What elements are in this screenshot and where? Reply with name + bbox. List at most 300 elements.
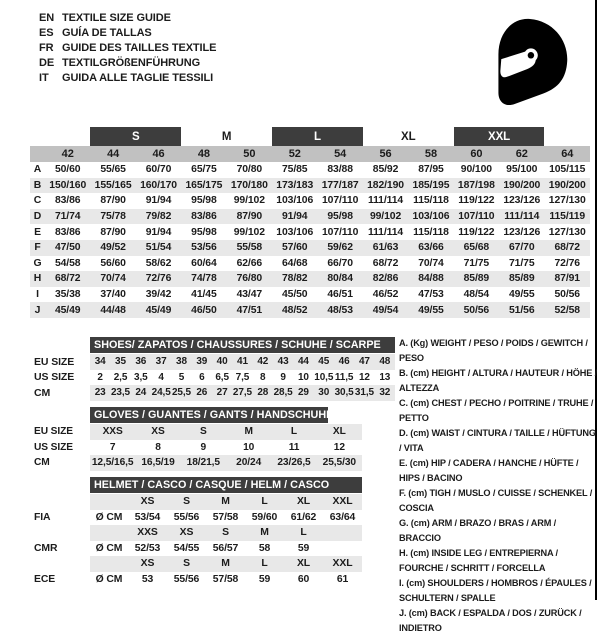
- size-cell: 111/114: [367, 226, 404, 238]
- helmet-size-cell: 57/58: [212, 573, 239, 585]
- size-cell: 59/62: [317, 240, 362, 256]
- helmet-size-header: XS: [128, 494, 167, 510]
- size-cell: 127/130: [548, 226, 586, 238]
- size-cell: 177/187: [317, 178, 362, 194]
- size-cell: 58/62: [145, 257, 172, 269]
- standard-label-ece: ECE: [30, 572, 90, 588]
- size-cell: 103/106: [276, 226, 314, 238]
- row-us-size: [30, 370, 395, 386]
- legend-item: I. (cm) SHOULDERS / HOMBROS / ÉPAULES / SCHULTERN / SPALLE: [399, 578, 592, 603]
- size-cell: 10: [297, 371, 309, 383]
- measurement-row-D: [30, 209, 590, 225]
- size-band-xl: XL: [401, 130, 416, 143]
- unit-label: Ø CM: [95, 542, 123, 554]
- row-label: CM: [30, 385, 90, 401]
- helmet-size-cell: 59: [258, 573, 271, 585]
- size-cell: 29: [293, 385, 313, 401]
- size-cell: 50/56: [454, 302, 499, 318]
- shoes-title: SHOES/ ZAPATOS / CHAUSSURES / SCHUHE / SCARPE: [90, 337, 395, 353]
- legend-item: G. (cm) ARM / BRAZO / BRAS / ARM / BRACCIO: [399, 518, 557, 543]
- helmet-size-header: L: [284, 525, 323, 541]
- size-cell: 10,5: [314, 371, 334, 383]
- size-cell: 87/90: [100, 195, 126, 207]
- size-cell: 52/58: [544, 302, 590, 318]
- row-label-C: C: [33, 195, 42, 207]
- helmet-size-cell: 59: [297, 542, 310, 554]
- size-cell: L: [271, 424, 316, 440]
- row-label: US SIZE: [30, 440, 90, 456]
- size-cell: 42: [253, 354, 273, 370]
- language-row: [39, 25, 216, 40]
- size-cell: XXS: [90, 424, 135, 440]
- guide-title: GUIDE DES TAILLES TEXTILE: [62, 41, 217, 54]
- size-cell: 46/52: [372, 289, 399, 301]
- language-row: [39, 56, 216, 71]
- size-cell: 12,5/16,5: [90, 455, 135, 471]
- size-cell: 26: [192, 385, 212, 401]
- size-cell: 7,5: [235, 371, 250, 383]
- size-cell: 119/122: [458, 226, 495, 238]
- size-cell: XS: [135, 424, 180, 440]
- size-cell: 47/53: [418, 289, 444, 301]
- size-cell: 25,5/30: [317, 455, 362, 471]
- legend-item: B. (cm) HEIGHT / ALTURA / HAUTEUR / HÖHE / ALTEZZA: [399, 368, 598, 393]
- helmet-size-header: L: [245, 556, 284, 572]
- size-cell: 66/70: [327, 257, 353, 269]
- column-header-60: 60: [454, 146, 499, 162]
- size-band-empty: [45, 127, 90, 146]
- size-cell: 50/60: [54, 164, 81, 176]
- size-cell: 23,5: [110, 385, 130, 401]
- guide-title: TEXTILGRÖßENFÜHRUNG: [62, 57, 201, 70]
- helmet-size-cell: 60: [297, 573, 310, 585]
- size-cell: 41: [232, 354, 252, 370]
- legend-item: H. (cm) INSIDE LEG / ENTREPIERNA / FOURCHE / SCHRITT / FORCELLA: [399, 548, 558, 573]
- size-cell: 45/49: [45, 302, 90, 318]
- size-band-m: M: [221, 130, 232, 143]
- helmet-size-cell: 53: [141, 573, 154, 585]
- size-cell: 37: [151, 354, 171, 370]
- size-cell: 6,5: [215, 371, 229, 383]
- size-cell: 95/100: [506, 164, 538, 176]
- spacer-cell: [30, 477, 90, 494]
- row-label-A: A: [33, 164, 42, 176]
- row-label: EU SIZE: [30, 354, 90, 370]
- helmet-sizes-row: [30, 556, 362, 572]
- row-label-F: F: [30, 240, 45, 256]
- size-band-s: S: [90, 127, 181, 146]
- row-cm: [30, 385, 395, 401]
- helmet-size-cell: 59/60: [251, 511, 278, 523]
- size-cell: 123/126: [503, 226, 541, 238]
- size-cell: 87/90: [100, 226, 126, 238]
- language-code: IT: [39, 72, 49, 85]
- helmet-values-row-fia: [30, 510, 362, 526]
- size-band-xxl: XXL: [454, 127, 545, 146]
- language-row: [39, 40, 216, 55]
- helmet-size-header: S: [167, 494, 206, 510]
- column-header-54: 54: [317, 146, 362, 162]
- helmet-size-cell: 55/56: [173, 573, 200, 585]
- size-cell: 11,5: [334, 371, 354, 383]
- size-cell: 91/94: [272, 209, 317, 225]
- size-cell: 31,5: [354, 385, 374, 401]
- size-cell: 54/58: [54, 257, 81, 269]
- helmet-size-header: S: [206, 525, 245, 541]
- row-eu-size: [30, 354, 395, 370]
- size-cell: 182/190: [363, 178, 408, 194]
- row-cm: [30, 455, 362, 471]
- size-cell: M: [226, 424, 271, 440]
- column-header-58: 58: [408, 146, 453, 162]
- size-cell: 46: [334, 354, 354, 370]
- size-cell: 37/40: [100, 289, 126, 301]
- helmet-size-header: XXS: [128, 525, 167, 541]
- measurement-row-C: [30, 193, 590, 209]
- size-cell: 51/54: [136, 240, 181, 256]
- size-cell: 6: [199, 371, 205, 383]
- helmet-size-cell: 58: [258, 542, 271, 554]
- helmet-size-header: XS: [128, 556, 167, 572]
- size-cell: 9: [200, 441, 207, 453]
- size-cell: 83/86: [54, 226, 81, 238]
- column-header-64: 64: [544, 146, 590, 162]
- size-cell: S: [181, 424, 226, 440]
- size-cell: 5: [178, 371, 185, 383]
- helmet-size-cell: 63/64: [329, 511, 356, 523]
- legend-item: C. (cm) CHEST / PECHO / POITRINE / TRUHE / PETTO: [399, 398, 594, 423]
- size-cell: 150/160: [45, 178, 90, 194]
- size-cell: 3,5: [134, 371, 148, 383]
- standard-label-cmr: CMR: [30, 541, 90, 557]
- size-cell: 28,5: [273, 385, 293, 401]
- helmet-size-cell: 53/54: [134, 511, 161, 523]
- helmet-values-row-cmr: [30, 541, 362, 557]
- size-cell: 48: [375, 354, 395, 370]
- size-cell: 82/86: [363, 271, 408, 287]
- size-cell: 50/56: [554, 289, 580, 301]
- size-cell: 90/100: [460, 164, 492, 176]
- column-header-row: [30, 146, 590, 162]
- size-cell: 173/183: [272, 178, 317, 194]
- size-cell: 80/84: [317, 271, 362, 287]
- helmet-size-cell: [323, 541, 362, 557]
- size-cell: 170/180: [227, 178, 272, 194]
- helmet-title-cell: [90, 477, 362, 494]
- size-cell: 115/118: [413, 195, 449, 207]
- guide-title: TEXTILE SIZE GUIDE: [62, 11, 171, 24]
- corner-cell: [30, 127, 45, 146]
- helmet-size-header: S: [167, 556, 206, 572]
- measurement-row-F: [30, 240, 590, 256]
- size-cell: 46/51: [327, 289, 353, 301]
- measurement-row-I: [30, 287, 590, 303]
- size-cell: 23: [90, 385, 110, 401]
- helmet-size-cell: 54/55: [173, 542, 200, 554]
- size-cell: 49/55: [408, 302, 453, 318]
- size-cell: 30: [314, 385, 334, 401]
- size-cell: 39: [192, 354, 212, 370]
- legend-item: F. (cm) TIGH / MUSLO / CUISSE / SCHENKEL / COSCIA: [399, 488, 593, 513]
- size-cell: 76/80: [227, 271, 272, 287]
- row-us-size: [30, 440, 362, 456]
- size-cell: 12: [333, 441, 345, 453]
- corner-cell: [30, 146, 45, 162]
- size-cell: XL: [317, 424, 362, 440]
- size-cell: 83/86: [54, 195, 81, 207]
- helmet-size-cell: 57/58: [212, 511, 239, 523]
- size-cell: 27,5: [232, 385, 252, 401]
- size-cell: 46/50: [181, 302, 226, 318]
- measurement-legend: [399, 336, 599, 636]
- size-cell: 43/47: [236, 289, 263, 301]
- size-cell: 160/170: [136, 178, 181, 194]
- size-cell: 107/110: [321, 226, 359, 238]
- legend-item: J. (cm) BACK / ESPALDA / DOS / ZURÜCK / INDIETRO: [399, 608, 582, 633]
- size-cell: 165/175: [181, 178, 226, 194]
- size-cell: 127/130: [548, 195, 586, 207]
- helmet-size-cell: 56/57: [212, 542, 239, 554]
- size-cell: 107/110: [321, 195, 359, 207]
- racing-helmet-icon: [486, 16, 572, 108]
- size-cell: 38: [171, 354, 191, 370]
- size-cell: 56/60: [100, 257, 126, 269]
- helmet-table: [30, 477, 362, 587]
- size-cell: 190/200: [544, 178, 590, 194]
- size-cell: 111/114: [499, 209, 544, 225]
- helmet-size-header: XS: [167, 525, 206, 541]
- measurement-row-B: [30, 178, 590, 194]
- size-cell: 43: [273, 354, 293, 370]
- size-cell: 24,5: [151, 385, 171, 401]
- size-cell: 99/102: [233, 195, 265, 207]
- size-cell: 34: [90, 354, 110, 370]
- guide-title: GUÍA DE TALLAS: [62, 26, 152, 39]
- column-header-44: 44: [90, 146, 135, 162]
- size-cell: 27: [212, 385, 232, 401]
- size-cell: 30,5: [334, 385, 354, 401]
- size-cell: 63/66: [408, 240, 453, 256]
- size-cell: 111/114: [367, 195, 404, 207]
- size-cell: 72/76: [554, 257, 580, 269]
- language-row: [39, 71, 216, 86]
- unit-spacer-cell: [90, 556, 128, 572]
- size-cell: 85/89: [499, 271, 544, 287]
- size-cell: 35/38: [54, 289, 81, 301]
- size-cell: 115/118: [413, 226, 449, 238]
- size-cell: 62/66: [236, 257, 263, 269]
- size-cell: 39/42: [145, 289, 172, 301]
- helmet-size-header: XXL: [323, 556, 362, 572]
- size-cell: 25,5: [171, 385, 191, 401]
- size-cell: 18/21,5: [181, 455, 226, 471]
- size-cell: 60/64: [191, 257, 217, 269]
- size-cell: 123/126: [503, 195, 541, 207]
- language-list: [39, 10, 216, 86]
- column-header-56: 56: [363, 146, 408, 162]
- size-cell: 95/98: [191, 226, 217, 238]
- helmet-size-header: XXL: [323, 494, 362, 510]
- gloves-title-cell: [90, 407, 384, 424]
- helmet-size-header: XL: [284, 556, 323, 572]
- size-cell: 87/95: [418, 164, 444, 176]
- size-cell: 91/94: [145, 226, 172, 238]
- size-cell: 45/50: [281, 289, 308, 301]
- size-cell: 99/102: [363, 209, 408, 225]
- size-cell: 105/115: [549, 164, 586, 176]
- spacer-cell: [30, 337, 90, 354]
- language-code: EN: [39, 11, 55, 24]
- helmet-size-header: M: [245, 525, 284, 541]
- size-cell: 24: [131, 385, 151, 401]
- size-cell: 16,5/19: [135, 455, 180, 471]
- legend-item: E. (cm) HIP / CADERA / HANCHE / HÜFTE / HIPS / BACINO: [399, 458, 579, 483]
- measurement-row-H: [30, 271, 590, 287]
- gloves-table: [30, 407, 384, 471]
- helmet-sizes-row: [30, 525, 362, 541]
- size-cell: 190/200: [499, 178, 544, 194]
- size-cell: 91/94: [145, 195, 172, 207]
- column-header-62: 62: [499, 146, 544, 162]
- row-label: EU SIZE: [30, 424, 90, 440]
- size-cell: 47: [354, 354, 374, 370]
- gloves-header-row: [30, 407, 362, 424]
- size-cell: 185/195: [408, 178, 453, 194]
- size-cell: 12: [358, 371, 370, 383]
- spacer-cell: [30, 407, 90, 424]
- measurement-row-E: [30, 224, 590, 240]
- size-cell: 71/75: [463, 257, 490, 269]
- size-band-empty: [544, 127, 590, 146]
- helmet-values-row-ece: [30, 572, 362, 588]
- size-cell: 11: [288, 441, 300, 453]
- size-cell: 83/88: [327, 164, 353, 176]
- size-cell: 49/52: [90, 240, 135, 256]
- size-cell: 119/122: [458, 195, 495, 207]
- size-cell: 57/60: [272, 240, 317, 256]
- size-cell: 78/82: [272, 271, 317, 287]
- row-label-H: H: [30, 271, 45, 287]
- size-cell: 75/78: [90, 209, 135, 225]
- size-band-l: L: [272, 127, 363, 146]
- standard-label-fia: FIA: [30, 510, 90, 526]
- spacer-cell: [30, 525, 90, 541]
- size-cell: 28: [253, 385, 273, 401]
- column-header-42: 42: [45, 146, 90, 162]
- size-cell: 45/49: [136, 302, 181, 318]
- helmet-size-header: M: [206, 494, 245, 510]
- helmet-title: HELMET / CASCO / CASQUE / HELM / CASCO: [90, 477, 362, 493]
- unit-label: Ø CM: [95, 511, 123, 523]
- size-band-row: [30, 127, 590, 146]
- size-cell: 47/50: [45, 240, 90, 256]
- measurement-row-G: [30, 256, 590, 272]
- size-cell: 79/82: [136, 209, 181, 225]
- size-cell: 99/102: [233, 226, 265, 238]
- size-cell: 65/68: [454, 240, 499, 256]
- unit-spacer-cell: [90, 494, 128, 510]
- row-label: US SIZE: [30, 370, 90, 386]
- helmet-size-cell: 55/56: [173, 511, 200, 523]
- size-cell: 60/70: [145, 164, 172, 176]
- size-cell: 71/74: [45, 209, 90, 225]
- row-label-G: G: [33, 257, 42, 269]
- size-cell: 187/198: [454, 178, 499, 194]
- helmet-size-cell: 61/62: [290, 511, 317, 523]
- size-cell: 68/72: [372, 257, 399, 269]
- helmet-size-cell: 52/53: [134, 542, 161, 554]
- size-cell: 48/52: [272, 302, 317, 318]
- size-cell: 2,5: [113, 371, 128, 383]
- size-cell: 72/76: [136, 271, 181, 287]
- size-cell: 20/24: [226, 455, 271, 471]
- legend-item: D. (cm) WAIST / CINTURA / TAILLE / HÜFTUNG / VITA: [399, 428, 596, 453]
- size-cell: 53/56: [181, 240, 226, 256]
- spacer-cell: [30, 494, 90, 510]
- gloves-title: GLOVES / GUANTES / GANTS / HANDSCHUHE / GUANTI: [90, 407, 328, 423]
- unit-spacer-cell: [90, 525, 128, 541]
- size-cell: 115/119: [544, 209, 590, 225]
- helmet-size-header: [323, 525, 362, 541]
- size-cell: 51/56: [499, 302, 544, 318]
- size-cell: 64/68: [281, 257, 308, 269]
- size-cell: 87/91: [544, 271, 590, 287]
- language-code: FR: [39, 41, 54, 54]
- size-cell: 103/106: [276, 195, 314, 207]
- size-cell: 48/53: [317, 302, 362, 318]
- size-cell: 75/85: [281, 164, 308, 176]
- size-cell: 44: [293, 354, 313, 370]
- size-cell: 95/98: [191, 195, 217, 207]
- size-cell: 32: [375, 385, 395, 401]
- size-cell: 107/110: [454, 209, 499, 225]
- legend-item: A. (Kg) WEIGHT / PESO / POIDS / GEWITCH / PESO: [399, 338, 588, 363]
- size-cell: 9: [280, 371, 286, 383]
- size-cell: 4: [158, 371, 164, 383]
- size-cell: 55/65: [100, 164, 126, 176]
- size-cell: 155/165: [90, 178, 135, 194]
- unit-label: Ø CM: [95, 573, 123, 585]
- size-cell: 36: [131, 354, 151, 370]
- row-label-D: D: [30, 209, 45, 225]
- measurement-row-J: [30, 302, 590, 318]
- size-cell: 103/106: [408, 209, 453, 225]
- size-cell: 47/51: [227, 302, 272, 318]
- size-cell: 61/63: [363, 240, 408, 256]
- size-cell: 7: [109, 441, 116, 453]
- size-cell: 71/75: [509, 257, 535, 269]
- shoes-table: [30, 337, 395, 401]
- size-cell: 8: [155, 441, 161, 453]
- size-cell: 23/26,5: [271, 455, 316, 471]
- language-code: ES: [39, 26, 54, 39]
- helmet-header-row: [30, 477, 362, 494]
- helmet-size-header: XL: [284, 494, 323, 510]
- language-code: DE: [39, 57, 55, 70]
- size-cell: 8: [260, 371, 266, 383]
- size-cell: 95/98: [317, 209, 362, 225]
- helmet-size-cell: 61: [336, 573, 349, 585]
- size-cell: 2: [97, 371, 103, 383]
- row-label-B: B: [30, 178, 45, 194]
- column-header-50: 50: [227, 146, 272, 162]
- size-cell: 70/74: [418, 257, 444, 269]
- size-cell: 68/72: [544, 240, 590, 256]
- size-cell: 67/70: [499, 240, 544, 256]
- size-cell: 70/74: [90, 271, 135, 287]
- size-cell: 10: [243, 441, 255, 453]
- row-label-E: E: [34, 226, 41, 238]
